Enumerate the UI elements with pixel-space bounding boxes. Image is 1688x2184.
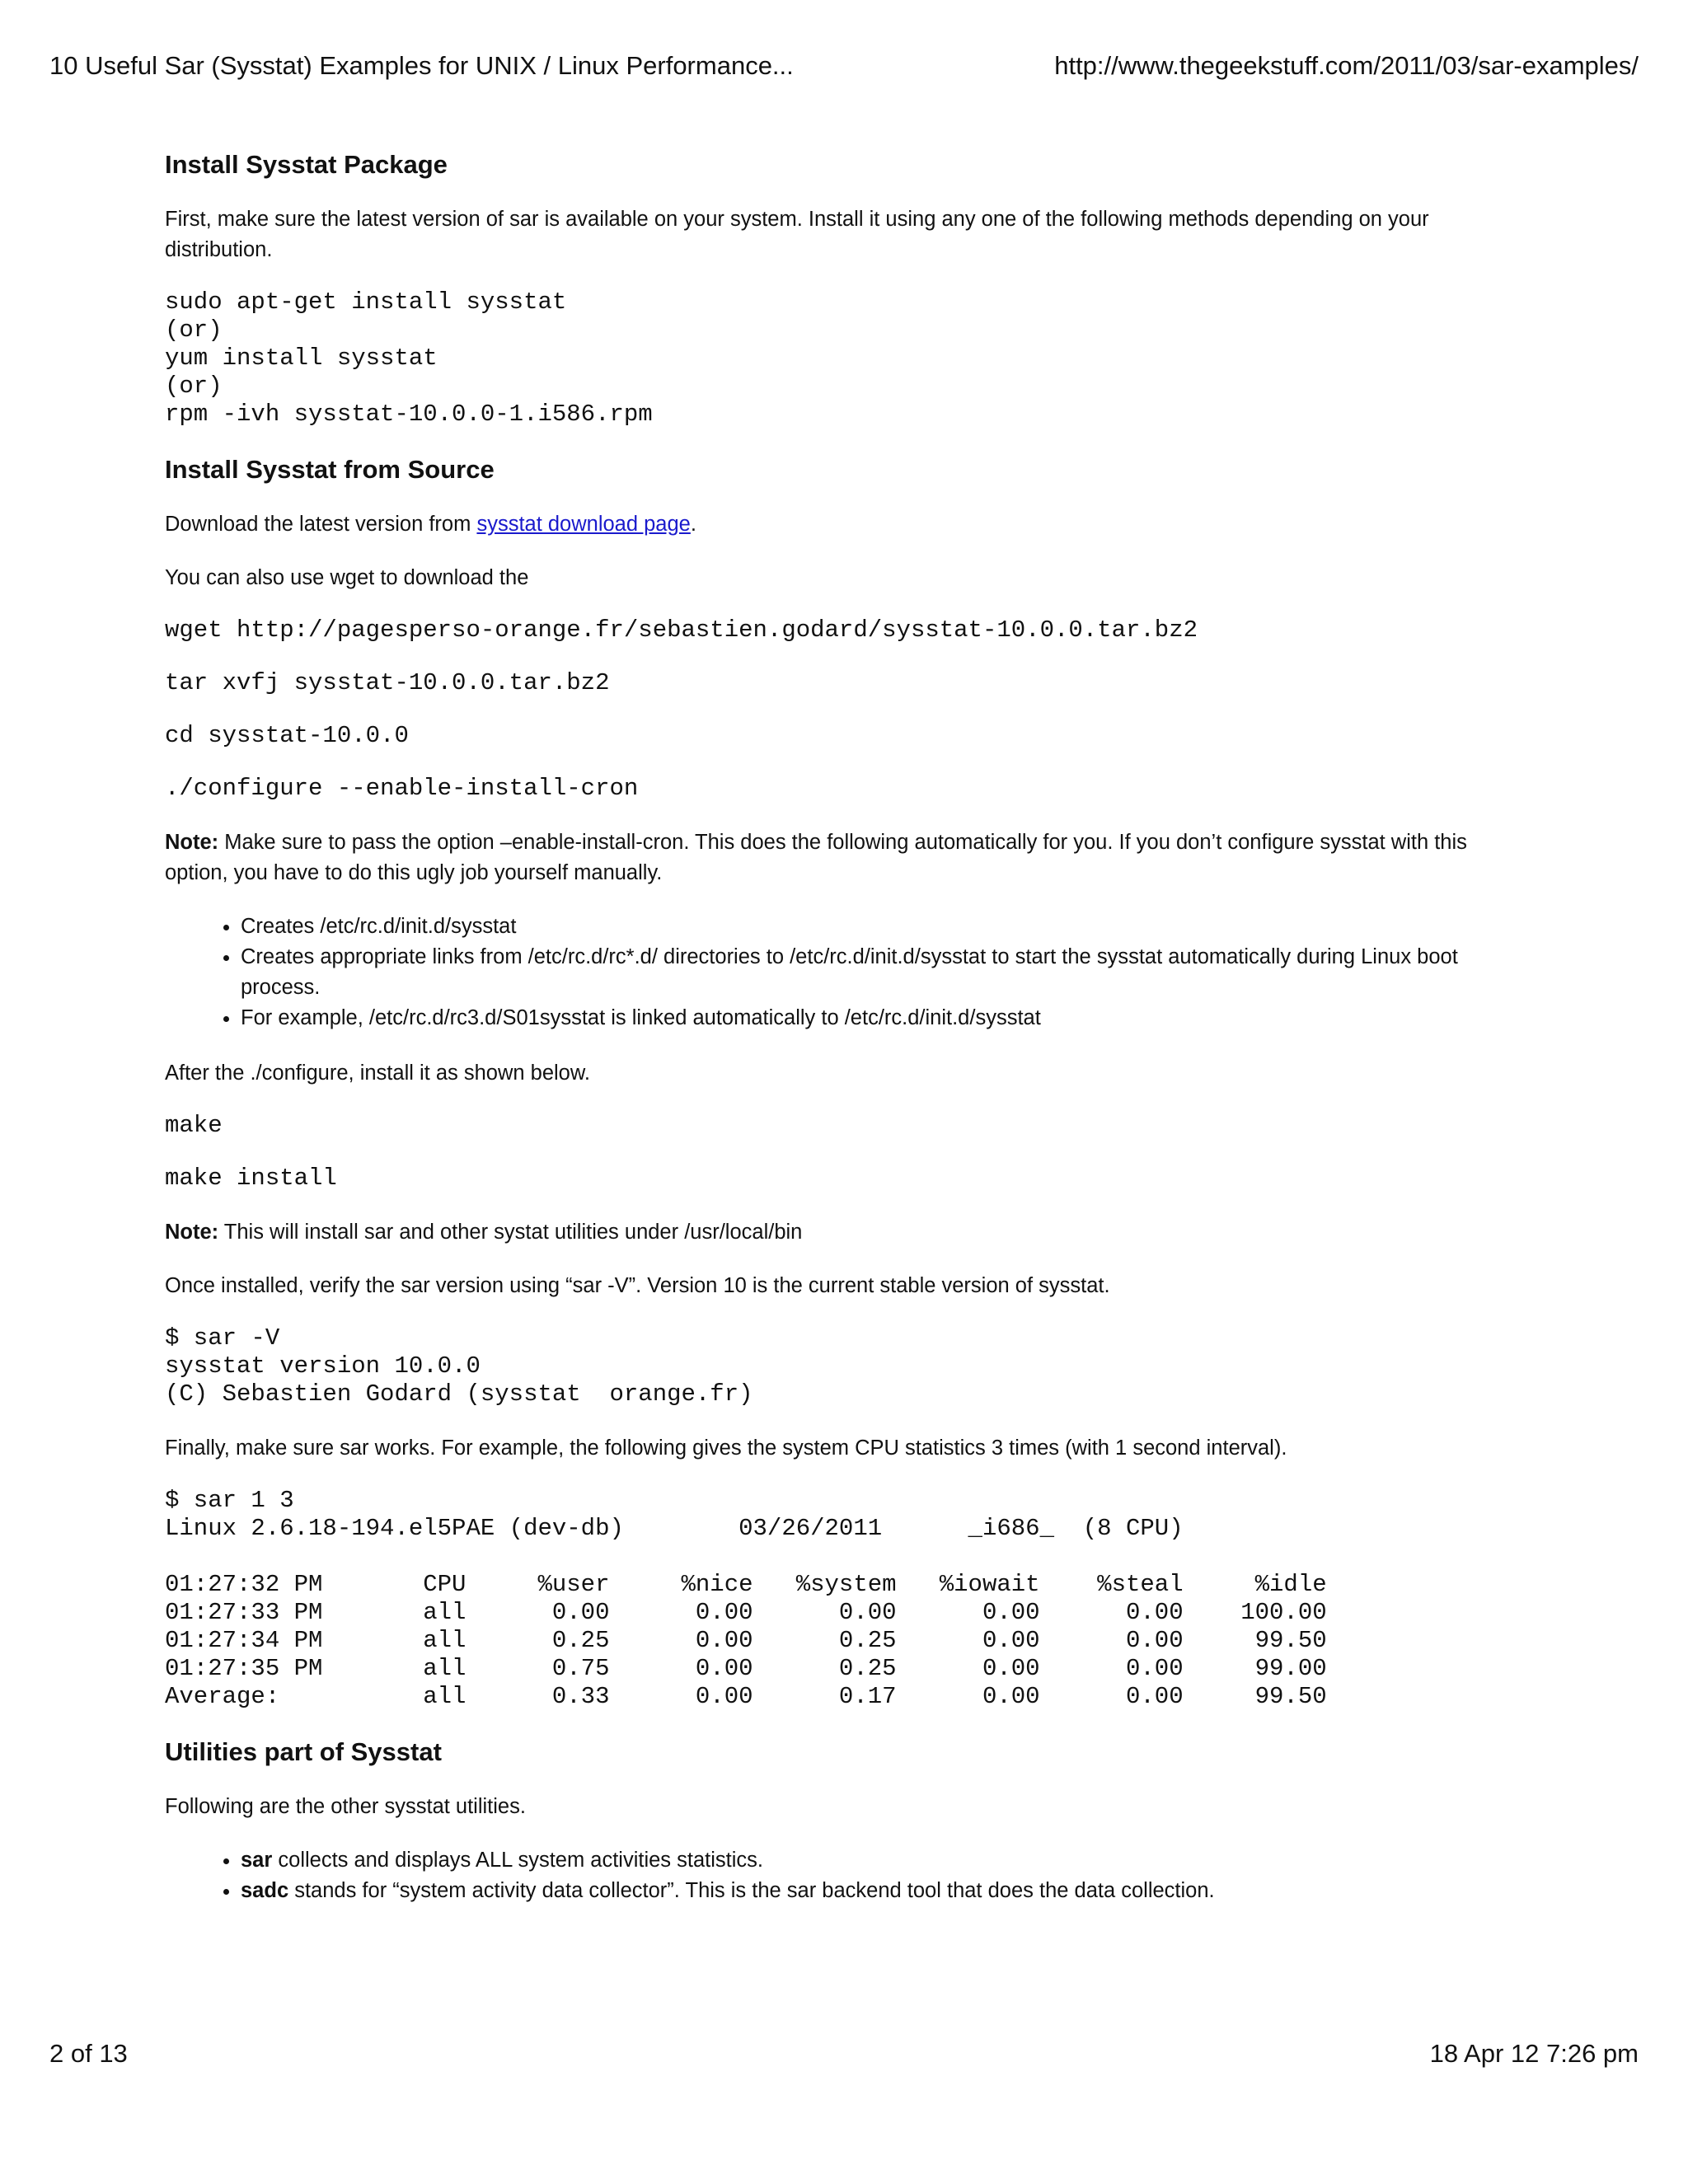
heading-install-package: Install Sysstat Package [165, 150, 448, 179]
after-configure-text: After the ./configure, install it as shown below. [165, 1062, 590, 1085]
note-install-location [165, 1217, 1517, 1248]
code-configure: ./configure --enable-install-cron [165, 775, 639, 802]
utility-name: sadc [241, 1879, 289, 1902]
list-item [241, 1845, 1517, 1876]
code-cd: cd sysstat-10.0.0 [165, 722, 409, 749]
page-title: 10 Useful Sar (Sysstat) Examples for UNIX / Linux Performance... [49, 51, 794, 80]
page-header [49, 51, 1639, 84]
page-number: 2 of 13 [49, 2039, 128, 2068]
code-sar-version: $ sar -V sysstat version 10.0.0 (C) Sebastien Godard (sysstat orange.fr) [165, 1324, 753, 1408]
utilities-intro: Following are the other sysstat utilities. [165, 1795, 526, 1818]
code-make-install: make install [165, 1165, 337, 1192]
utility-desc: stands for “system activity data collector”. This is the sar backend tool that does the data collection. [288, 1879, 1215, 1902]
cron-effects-list [165, 912, 1517, 1033]
code-install-package: sudo apt-get install sysstat (or) yum install sysstat (or) rpm -ivh sysstat-10.0.0-1.i586.rpm [165, 288, 653, 428]
sysstat-download-link[interactable]: sysstat download page [476, 513, 691, 536]
list-item: • For example, /etc/rc.d/rc3.d/S01sysstat is linked automatically to /etc/rc.d/init.d/sysstat [241, 1003, 1517, 1033]
code-sar-output: $ sar 1 3 Linux 2.6.18-194.el5PAE (dev-db) 03/26/2011 _i686_ (8 CPU) 01:27:32 PM CPU %user %nice %system %iowait %steal %idle 01:27:33 PM all 0.00 0.00 0.00 0.00 0.00 100.00 01:27:34 PM all 0.25 0.00 0.25 0.00 0.00 99.50 01:27:35 PM all 0.75 0.00 0.25 0.00 0.00 99.00 Average: all 0.33 0.00 0.17 0.00 0.00 99.50 [165, 1487, 1327, 1710]
utility-name: sar [241, 1849, 273, 1872]
page-footer [49, 2039, 1639, 2072]
wget-intro: You can also use wget to download the [165, 566, 529, 589]
heading-utilities: Utilities part of Sysstat [165, 1737, 442, 1766]
list-item: • Creates /etc/rc.d/init.d/sysstat [241, 912, 1517, 942]
code-make: make [165, 1112, 223, 1139]
article-content [165, 148, 1517, 1931]
sar-works-text: Finally, make sure sar works. For example, the following gives the system CPU statistics 3 times (with 1 second interval). [165, 1436, 1287, 1460]
install-package-intro: First, make sure the latest version of sar is available on your system. Install it using any one of the following methods depending on your distribution. [165, 208, 1429, 261]
note-enable-cron [165, 827, 1517, 888]
verify-version-text: Once installed, verify the sar version using “sar -V”. Version 10 is the current stable version of sysstat. [165, 1274, 1110, 1297]
note-text: Make sure to pass the option –enable-install-cron. This does the following automatically for you. If you don’t configure sysstat with this option, you have to do this ugly job yourself manually. [165, 831, 1467, 884]
download-suffix: . [690, 513, 696, 536]
page-url: http://www.thegeekstuff.com/2011/03/sar-examples/ [1054, 51, 1639, 80]
utilities-list [165, 1845, 1517, 1906]
code-wget: wget http://pagesperso-orange.fr/sebastien.godard/sysstat-10.0.0.tar.bz2 [165, 616, 1198, 644]
note-label: Note: [165, 831, 219, 854]
utility-desc: collects and displays ALL system activities statistics. [272, 1849, 763, 1872]
note-label: Note: [165, 1221, 219, 1244]
note-text: This will install sar and other systat utilities under /usr/local/bin [218, 1221, 803, 1244]
list-item: • Creates appropriate links from /etc/rc.d/rc*.d/ directories to /etc/rc.d/init.d/sysstat to start the sysstat automatically during Linux boot process. [241, 942, 1517, 1003]
list-item [241, 1876, 1517, 1906]
print-date: 18 Apr 12 7:26 pm [1429, 2039, 1639, 2068]
code-tar: tar xvfj sysstat-10.0.0.tar.bz2 [165, 669, 610, 696]
download-paragraph [165, 509, 1517, 540]
download-prefix: Download the latest version from [165, 513, 477, 536]
heading-install-source: Install Sysstat from Source [165, 455, 495, 484]
